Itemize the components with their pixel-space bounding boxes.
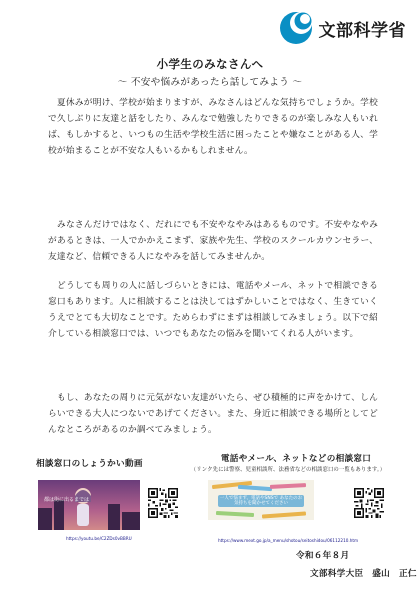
pencil-decoration — [216, 511, 254, 517]
video-url-link[interactable]: https://youtu.be/C2ZDs0vBBRU — [66, 536, 132, 541]
qr-code-icon — [354, 488, 384, 518]
pencil-decoration — [238, 485, 272, 491]
character-illustration — [72, 486, 94, 526]
pencil-decoration — [270, 483, 306, 489]
page-subtitle: ～ 不安や悩みがあったら話してみよう ～ — [117, 77, 303, 88]
contact-section-label: 電話やメール、ネットなどの相談窓口 — [220, 454, 372, 464]
paragraph-2: みなさんだけではなく、だれにでも不安やなやみはあるものです。不安やなやみがあるときは、一人でかかえこまず、家族や先生、学校のスクールカウンセラー、友達など、信頼できる人になやみを話してみませんか。 — [48, 220, 378, 262]
thumb-building — [108, 504, 120, 530]
page-title: 小学生のみなさんへ — [156, 57, 264, 71]
contact-banner-image[interactable] — [208, 480, 314, 520]
pencil-decoration — [262, 511, 306, 518]
thumb-building — [54, 500, 64, 530]
thumbnail-caption: 都は街に出るまでは — [44, 497, 90, 503]
contact-banner — [218, 495, 304, 507]
ministry-logo-icon — [279, 11, 313, 45]
contact-section-note: （リンク先には警察、児童相談所、法務省などの相談窓口の一覧もあります。） — [190, 467, 386, 473]
signer-name: 文部科学大臣 盛山 正仁 — [310, 569, 417, 579]
logo-text: 文部科学省 — [318, 20, 406, 41]
paragraph-3: どうしても周りの人に話しづらいときには、電話やメール、ネットで相談できる窓口もあります。人に相談することは決してはずかしいことではなく、生きていくうえでとても大切なことです。ためらわずにまずは相談してみましょう。以下で紹介している相談窓口では、いつでもあなたの悩みを聞いてくれる人がいます。 — [48, 281, 378, 339]
paragraph-4: もし、あなたの周りに元気がない友達がいたら、ぜひ積極的に声をかけて、しんらいできる大人につないであげてください。また、身近に相談できる場所としてどんなところがあるのか調べてみましょう。 — [48, 393, 378, 435]
issue-date: 令和６年８月 — [296, 551, 350, 561]
contact-url-link[interactable]: https://www.mext.go.jp/a_menu/shotou/seitoshidou/06112210.htm — [218, 538, 359, 543]
video-section-label: 相談窓口のしょうかい動画 — [36, 459, 143, 469]
paragraph-1: 夏休みが明け、学校が始まりますが、みなさんはどんな気持ちでしょうか。学校で久しぶりに友達と話をしたり、みんなで勉強したりできるのが楽しみな人もいれば、もしかすると、いつもの生活や学校生活に困ったことや嫌なことがある人、学校が始まることが不安な人もいるかもしれません。 — [48, 98, 378, 156]
video-thumbnail[interactable] — [38, 480, 140, 530]
ministry-logo — [279, 8, 407, 48]
qr-code-icon — [148, 488, 178, 518]
thumb-building — [38, 508, 52, 530]
contact-banner-text: 一人で悩まず、電話やSNSで あなたのお気持ちを聞かせてください — [219, 496, 303, 506]
thumb-building — [122, 512, 140, 530]
